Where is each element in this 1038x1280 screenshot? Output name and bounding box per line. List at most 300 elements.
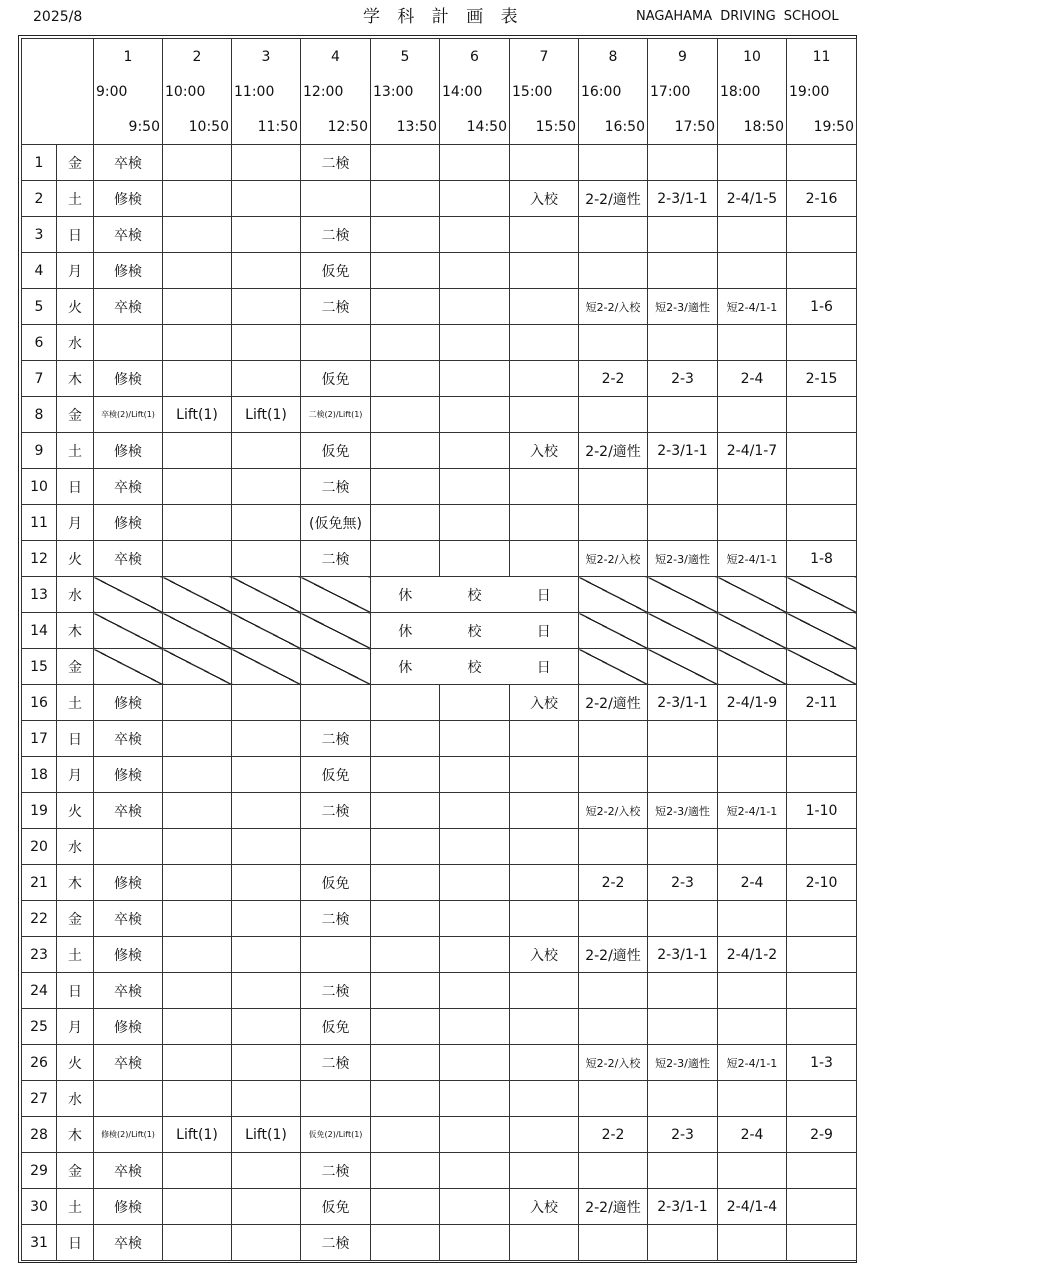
weekday: 木 (57, 865, 94, 901)
day-row (22, 433, 857, 469)
day-row (22, 613, 857, 649)
schedule-cell: 短2-2/入校 (579, 793, 648, 829)
schedule-cell (163, 865, 232, 901)
schedule-cell (232, 1153, 301, 1189)
schedule-cell (648, 325, 718, 361)
schedule-cell: 休 (371, 577, 440, 613)
period-number: 7 (510, 39, 579, 75)
period-number: 9 (648, 39, 718, 75)
schedule-cell (579, 613, 648, 649)
schedule-cell: 卒検 (94, 1153, 163, 1189)
day-number: 4 (22, 253, 57, 289)
schedule-cell (232, 577, 301, 613)
period-start-time: 10:00 (163, 74, 232, 109)
day-row (22, 577, 857, 613)
schedule-cell (440, 361, 510, 397)
schedule-cell (510, 1225, 579, 1261)
schedule-cell: 日 (510, 649, 579, 685)
schedule-cell: 入校 (510, 181, 579, 217)
day-row (22, 829, 857, 865)
schedule-cell: 2-2/適性 (579, 181, 648, 217)
weekday: 水 (57, 577, 94, 613)
day-row (22, 757, 857, 793)
weekday: 火 (57, 1045, 94, 1081)
schedule-cell (787, 1189, 857, 1225)
period-number: 1 (94, 39, 163, 75)
schedule-cell (440, 397, 510, 433)
day-row (22, 397, 857, 433)
schedule-cell: 卒検 (94, 793, 163, 829)
schedule-cell (718, 145, 787, 181)
schedule-cell: 2-3/1-1 (648, 181, 718, 217)
day-number: 29 (22, 1153, 57, 1189)
period-start-time: 16:00 (579, 74, 648, 109)
schedule-cell (787, 649, 857, 685)
schedule-cell: 2-16 (787, 181, 857, 217)
schedule-cell: 短2-2/入校 (579, 289, 648, 325)
schedule-cell (718, 1225, 787, 1261)
schedule-cell (510, 1081, 579, 1117)
schedule-cell (718, 217, 787, 253)
schedule-cell (579, 829, 648, 865)
schedule-cell (163, 613, 232, 649)
schedule-cell (440, 829, 510, 865)
schedule-cell (232, 325, 301, 361)
schedule-cell (163, 433, 232, 469)
schedule-cell: 2-2/適性 (579, 937, 648, 973)
schedule-cell (371, 361, 440, 397)
schedule-cell: 二検 (301, 1225, 371, 1261)
schedule-cell: 2-2/適性 (579, 685, 648, 721)
schedule-cell (440, 145, 510, 181)
schedule-cell (163, 217, 232, 253)
schedule-cell (163, 145, 232, 181)
schedule-cell (301, 577, 371, 613)
schedule-cell: 短2-3/適性 (648, 289, 718, 325)
period-number: 5 (371, 39, 440, 75)
weekday: 日 (57, 469, 94, 505)
schedule-cell (371, 325, 440, 361)
schedule-cell (579, 649, 648, 685)
schedule-cell (510, 541, 579, 577)
schedule-cell (440, 289, 510, 325)
schedule-cell (579, 1225, 648, 1261)
schedule-cell (787, 505, 857, 541)
day-row (22, 541, 857, 577)
day-number: 16 (22, 685, 57, 721)
schedule-cell: 入校 (510, 685, 579, 721)
schedule-cell: 2-2 (579, 1117, 648, 1153)
schedule-cell (718, 469, 787, 505)
period-start-time: 11:00 (232, 74, 301, 109)
schedule-cell (371, 433, 440, 469)
schedule-cell (371, 973, 440, 1009)
page-title: 学 科 計 画 表 (363, 7, 524, 27)
schedule-cell (232, 541, 301, 577)
schedule-cell: 2-3/1-1 (648, 685, 718, 721)
schedule-cell (510, 721, 579, 757)
schedule-cell: 修検 (94, 505, 163, 541)
schedule-cell (232, 649, 301, 685)
schedule-cell (787, 1009, 857, 1045)
schedule-cell: 2-4/1-4 (718, 1189, 787, 1225)
schedule-cell: 修検 (94, 361, 163, 397)
day-number: 9 (22, 433, 57, 469)
schedule-cell (440, 1117, 510, 1153)
schedule-cell (232, 757, 301, 793)
schedule-cell (787, 721, 857, 757)
schedule-cell (787, 433, 857, 469)
schedule-cell (371, 793, 440, 829)
schedule-cell (510, 145, 579, 181)
schedule-cell (440, 1009, 510, 1045)
schedule-cell (510, 973, 579, 1009)
period-number: 2 (163, 39, 232, 75)
schedule-cell (648, 397, 718, 433)
schedule-cell: 二検 (301, 901, 371, 937)
schedule-cell: 2-4/1-9 (718, 685, 787, 721)
day-row (22, 217, 857, 253)
schedule-cell (440, 793, 510, 829)
day-number: 20 (22, 829, 57, 865)
schedule-cell (371, 829, 440, 865)
schedule-cell: 二検 (301, 1153, 371, 1189)
schedule-cell: Lift(1) (163, 1117, 232, 1153)
schedule-cell (787, 469, 857, 505)
weekday: 火 (57, 793, 94, 829)
schedule-cell (440, 253, 510, 289)
schedule-cell (163, 973, 232, 1009)
schedule-cell (371, 901, 440, 937)
schedule-cell (163, 1153, 232, 1189)
schedule-cell: 2-9 (787, 1117, 857, 1153)
schedule-cell (440, 757, 510, 793)
schedule-cell (163, 505, 232, 541)
day-row (22, 1117, 857, 1153)
schedule-cell (232, 181, 301, 217)
schedule-cell (718, 757, 787, 793)
schedule-cell (94, 649, 163, 685)
schedule-cell (301, 325, 371, 361)
day-number: 21 (22, 865, 57, 901)
day-number: 27 (22, 1081, 57, 1117)
weekday: 火 (57, 289, 94, 325)
schedule-cell (440, 901, 510, 937)
schedule-cell (648, 217, 718, 253)
schedule-cell (718, 649, 787, 685)
period-start-time: 15:00 (510, 74, 579, 109)
schedule-cell: 仮免 (301, 433, 371, 469)
schedule-cell: 卒検 (94, 217, 163, 253)
schedule-cell: 2-3 (648, 865, 718, 901)
weekday: 土 (57, 1189, 94, 1225)
schedule-cell (163, 361, 232, 397)
school-name: NAGAHAMA DRIVING SCHOOL (636, 9, 839, 24)
schedule-cell (163, 1189, 232, 1225)
schedule-cell (232, 973, 301, 1009)
period-start-time: 9:00 (94, 74, 163, 109)
schedule-cell (718, 505, 787, 541)
day-number: 6 (22, 325, 57, 361)
schedule-cell: 2-4 (718, 1117, 787, 1153)
schedule-cell: 休 (371, 649, 440, 685)
day-row (22, 505, 857, 541)
schedule-cell (301, 937, 371, 973)
day-number: 11 (22, 505, 57, 541)
schedule-cell (232, 685, 301, 721)
end-time-row (22, 109, 857, 145)
schedule-cell (232, 865, 301, 901)
schedule-cell: 2-3/1-1 (648, 1189, 718, 1225)
schedule-cell (718, 973, 787, 1009)
schedule-cell (787, 757, 857, 793)
schedule-cell (163, 793, 232, 829)
schedule-cell (648, 1225, 718, 1261)
schedule-cell: 入校 (510, 1189, 579, 1225)
schedule-cell (510, 469, 579, 505)
schedule-cell: 2-2 (579, 361, 648, 397)
day-row (22, 361, 857, 397)
day-row (22, 1225, 857, 1261)
schedule-cell (371, 757, 440, 793)
schedule-cell (648, 469, 718, 505)
schedule-cell: 2-3/1-1 (648, 433, 718, 469)
period-start-time: 19:00 (787, 74, 857, 109)
schedule-cell: 2-4/1-5 (718, 181, 787, 217)
schedule-cell (371, 865, 440, 901)
schedule-cell: 二検 (301, 541, 371, 577)
schedule-cell (510, 901, 579, 937)
schedule-cell (163, 1045, 232, 1081)
schedule-cell (371, 1009, 440, 1045)
schedule-cell (579, 217, 648, 253)
day-row (22, 901, 857, 937)
schedule-cell (371, 1117, 440, 1153)
schedule-cell (163, 253, 232, 289)
schedule-cell (163, 937, 232, 973)
schedule-cell: 1-8 (787, 541, 857, 577)
schedule-cell (648, 721, 718, 757)
schedule-cell (371, 181, 440, 217)
day-number: 24 (22, 973, 57, 1009)
day-number: 5 (22, 289, 57, 325)
day-row (22, 289, 857, 325)
schedule-cell (163, 1009, 232, 1045)
day-row (22, 937, 857, 973)
period-header-row (22, 39, 857, 75)
weekday: 金 (57, 397, 94, 433)
schedule-cell (510, 253, 579, 289)
schedule-cell: 卒検 (94, 901, 163, 937)
schedule-cell (510, 505, 579, 541)
schedule-cell (787, 613, 857, 649)
schedule-cell: 修検 (94, 253, 163, 289)
schedule-cell (579, 1009, 648, 1045)
schedule-cell: 短2-4/1-1 (718, 1045, 787, 1081)
schedule-cell: 卒検 (94, 289, 163, 325)
schedule-cell: 仮免 (301, 757, 371, 793)
schedule-cell: 修検 (94, 1009, 163, 1045)
day-number: 3 (22, 217, 57, 253)
schedule-cell (510, 829, 579, 865)
schedule-cell (163, 829, 232, 865)
schedule-cell: 短2-3/適性 (648, 1045, 718, 1081)
schedule-cell: 二検 (301, 721, 371, 757)
schedule-cell (579, 325, 648, 361)
schedule-cell (579, 973, 648, 1009)
schedule-table (21, 38, 857, 1261)
day-number: 26 (22, 1045, 57, 1081)
schedule-cell (648, 757, 718, 793)
period-end-time: 16:50 (579, 109, 648, 145)
schedule-cell (371, 937, 440, 973)
weekday: 水 (57, 1081, 94, 1117)
schedule-cell: 二検(2)/Lift(1) (301, 397, 371, 433)
period-end-time: 15:50 (510, 109, 579, 145)
schedule-cell (371, 1189, 440, 1225)
schedule-cell (787, 577, 857, 613)
schedule-cell (371, 1153, 440, 1189)
schedule-cell: 短2-4/1-1 (718, 793, 787, 829)
schedule-cell (232, 1225, 301, 1261)
schedule-cell: 短2-4/1-1 (718, 541, 787, 577)
schedule-cell (163, 1225, 232, 1261)
schedule-cell (718, 397, 787, 433)
schedule-cell (787, 253, 857, 289)
schedule-cell (787, 1225, 857, 1261)
schedule-cell (579, 901, 648, 937)
schedule-cell (787, 973, 857, 1009)
schedule-cell (440, 541, 510, 577)
weekday: 木 (57, 361, 94, 397)
day-number: 22 (22, 901, 57, 937)
schedule-cell (94, 1081, 163, 1117)
weekday: 日 (57, 973, 94, 1009)
schedule-cell: 休 (371, 613, 440, 649)
schedule-cell (718, 253, 787, 289)
schedule-cell (440, 1225, 510, 1261)
day-number: 15 (22, 649, 57, 685)
day-row (22, 469, 857, 505)
schedule-cell: 2-2 (579, 865, 648, 901)
day-number: 28 (22, 1117, 57, 1153)
schedule-cell: 短2-2/入校 (579, 1045, 648, 1081)
schedule-cell: 二検 (301, 145, 371, 181)
schedule-cell (579, 253, 648, 289)
schedule-cell (163, 685, 232, 721)
schedule-cell: 二検 (301, 289, 371, 325)
weekday: 土 (57, 433, 94, 469)
start-time-row (22, 74, 857, 109)
schedule-cell (579, 145, 648, 181)
schedule-cell (579, 469, 648, 505)
day-number: 19 (22, 793, 57, 829)
schedule-cell (232, 1189, 301, 1225)
schedule-cell (94, 577, 163, 613)
schedule-cell (94, 829, 163, 865)
day-row (22, 181, 857, 217)
day-row (22, 1081, 857, 1117)
day-row (22, 649, 857, 685)
schedule-cell (232, 505, 301, 541)
schedule-cell (232, 937, 301, 973)
schedule-cell: 二検 (301, 469, 371, 505)
period-number: 8 (579, 39, 648, 75)
schedule-cell (718, 1009, 787, 1045)
schedule-cell (232, 1009, 301, 1045)
period-end-time: 14:50 (440, 109, 510, 145)
schedule-cell: 二検 (301, 973, 371, 1009)
schedule-cell (440, 1045, 510, 1081)
schedule-cell (371, 541, 440, 577)
schedule-cell (440, 325, 510, 361)
schedule-cell: 卒検 (94, 145, 163, 181)
schedule-cell: 修検 (94, 757, 163, 793)
schedule-cell: 二検 (301, 1045, 371, 1081)
day-row (22, 1153, 857, 1189)
schedule-cell: 短2-2/入校 (579, 541, 648, 577)
schedule-cell (371, 1081, 440, 1117)
schedule-cell (648, 1081, 718, 1117)
schedule-cell (648, 505, 718, 541)
schedule-cell: 2-3/1-1 (648, 937, 718, 973)
schedule-cell: 卒検(2)/Lift(1) (94, 397, 163, 433)
schedule-cell (648, 1009, 718, 1045)
schedule-cell (371, 397, 440, 433)
schedule-cell (163, 325, 232, 361)
schedule-cell: 仮免 (301, 1189, 371, 1225)
weekday: 火 (57, 541, 94, 577)
schedule-cell (232, 469, 301, 505)
schedule-cell (787, 1081, 857, 1117)
corner-cell (22, 39, 94, 145)
period-end-time: 19:50 (787, 109, 857, 145)
schedule-cell: 2-2/適性 (579, 433, 648, 469)
schedule-cell (371, 685, 440, 721)
schedule-cell (510, 1045, 579, 1081)
weekday: 土 (57, 937, 94, 973)
schedule-cell (440, 937, 510, 973)
schedule-cell (510, 1153, 579, 1189)
schedule-cell: Lift(1) (163, 397, 232, 433)
schedule-cell (787, 145, 857, 181)
schedule-cell: 1-10 (787, 793, 857, 829)
day-row (22, 973, 857, 1009)
schedule-cell (648, 649, 718, 685)
day-number: 1 (22, 145, 57, 181)
schedule-cell (787, 829, 857, 865)
schedule-cell: 1-6 (787, 289, 857, 325)
weekday: 土 (57, 181, 94, 217)
schedule-cell: 2-10 (787, 865, 857, 901)
schedule-cell (232, 721, 301, 757)
schedule-cell: 修検 (94, 865, 163, 901)
schedule-cell (163, 757, 232, 793)
schedule-cell (371, 145, 440, 181)
schedule-cell (232, 901, 301, 937)
schedule-cell (163, 469, 232, 505)
day-number: 23 (22, 937, 57, 973)
schedule-cell (371, 289, 440, 325)
schedule-cell: 2-4 (718, 865, 787, 901)
schedule-cell (787, 1153, 857, 1189)
schedule-cell (787, 397, 857, 433)
weekday: 日 (57, 1225, 94, 1261)
schedule-cell (648, 973, 718, 1009)
schedule-cell (163, 541, 232, 577)
schedule-cell (510, 325, 579, 361)
period-end-time: 17:50 (648, 109, 718, 145)
